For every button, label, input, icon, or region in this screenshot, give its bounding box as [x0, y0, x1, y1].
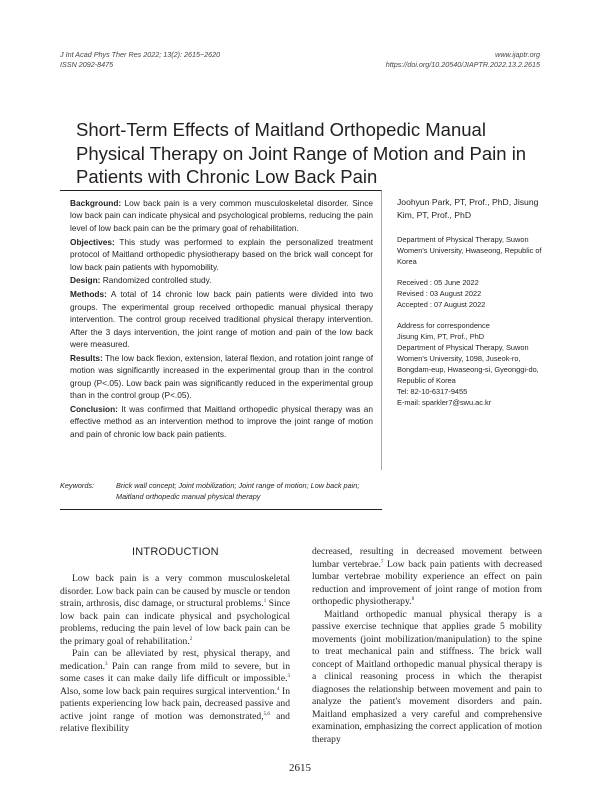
keywords-text: Brick wall concept; Joint mobilization; Joint range of motion; Low back pain; Maitland orthopedic manual physical therapy [116, 481, 360, 501]
text-run: Low back pain patients with decreased lumbar vertebrae mobility experience an effect on pain reduction and improvement of joint range of motion from orthopedic physiotherapy. [312, 558, 542, 607]
page-number: 2615 [289, 762, 311, 774]
design-text: Randomized controlled study. [102, 275, 212, 286]
accepted-date: Accepted : 07 August 2022 [397, 300, 486, 309]
citation-ref: 3 [287, 674, 290, 679]
revised-date: Revised : 03 August 2022 [397, 289, 482, 298]
text-run: Pain can range from mild to severe, but in some cases it can make daily life difficult or impossible. [60, 660, 290, 684]
article-title: Short-Term Effects of Maitland Orthopedic Manual Physical Therapy on Joint Range of Motion and Pain in Patients with Chronic Low Back Pain [76, 119, 527, 187]
body-column-right [312, 546, 542, 746]
journal-header [60, 50, 220, 70]
methods-text: A total of 14 chronic low back pain patients were divided into two groups. The experimental group received orthopedic manual physical therapy intervention. The control group received traditional physical therapy intervention. After the 3 days intervention, the joint range of motion and pain of the low back were measured. [70, 289, 373, 349]
background-label: Background: [70, 198, 122, 208]
objectives-text: This study was performed to explain the personalized treatment protocol of Maitland orthopedic physiotherapy based on the brick wall concept for low back pain patients with hypomobility. [70, 236, 373, 272]
citation-ref: 2 [189, 636, 193, 642]
citation-ref: 3 [105, 661, 108, 667]
abstract-conclusion [70, 403, 373, 440]
background-text: Low back pain is a very common musculoskeletal disorder. Since low back pain can indicate physical and psychological problems, reducing the pain level of low back pain can be the primary goal of rehabilitation. [70, 198, 373, 233]
abstract-design [70, 274, 373, 286]
intro-paragraph [312, 546, 542, 609]
citation-ref: 5,6 [263, 711, 270, 717]
journal-issn: ISSN 2092-8475 [60, 60, 114, 69]
author-list: Joohyun Park, PT, Prof., PhD, Jisung Kim, PT, Prof., PhD [397, 197, 539, 220]
abstract-objectives [70, 236, 373, 273]
citation-ref: 7 [380, 559, 384, 565]
correspondence-address: Department of Physical Therapy, Suwon Women's University, 1098, Juseok-ro, Bongdam-eup, Hwaseong-si, Gyeonggi-do, Republic of Korea [397, 343, 539, 385]
results-label: Results: [70, 352, 103, 363]
conclusion-text: It was confirmed that Maitland orthopedic physical therapy was an effective method as an intervention method to improve the joint range of motion and pain of chronic low back pain patients. [70, 404, 373, 439]
correspondence-tel: Tel: 82-10-6317-9455 [397, 387, 468, 396]
citation-ref: 8 [411, 597, 415, 602]
text-run: Also, some low back pain requires surgical intervention. [60, 685, 278, 697]
correspondence-email: E-mail: sparkler7@swu.ac.kr [397, 398, 492, 407]
journal-website: www.ijaptr.org [495, 50, 540, 59]
abstract-background [70, 197, 373, 234]
text-run: In patients experiencing low back pain, decreased passive and active joint range of motion was demonstrated, [60, 685, 291, 722]
author-affiliation: Department of Physical Therapy, Suwon Women's University, Hwaseong, Republic of Korea [397, 235, 542, 266]
text-run: Pain can be alleviated by rest, physical therapy, and medication. [60, 648, 290, 672]
correspondence-title: Address for correspondence [397, 321, 490, 330]
abstract-results [70, 352, 373, 402]
journal-citation: J Int Acad Phys Ther Res 2022; 13(2): 2615~2620 [60, 50, 221, 59]
keywords-label: Keywords: [60, 481, 95, 490]
results-text: The low back flexion, extension, lateral flexion, and rotation joint range of motion was significantly increased in the experimental group than in the control group (P<.05). Low back pain was significantly reduced in the experimental group than in the control group (P<.05). [70, 352, 373, 401]
conclusion-label: Conclusion: [70, 404, 118, 414]
text-run: Since low back pain can indicate physical and psychological problems, reducing the pain level of low back pain can be the primary goal of rehabilitation. [60, 598, 290, 647]
abstract-box [60, 190, 382, 470]
objectives-label: Objectives: [70, 236, 115, 247]
article-info [397, 196, 547, 408]
citation-ref: 4 [277, 686, 280, 692]
intro-paragraph: Maitland orthopedic manual physical therapy is a passive exercise technique that applies grade 5 mobility movements (joint mobilization/manipulation) to the spine to treat mechanical pain and stiffness. The brick wall concept of Maitland orthopedic manual physical therapy is a clinical reasoning process in which the therapist diagnoses the relationship between movement and pain to analyze the patient's movement disorders and pain. Maitland emphasized a very careful and comprehensive examination, emphasizing the correct application of motion therapy [312, 608, 542, 745]
keywords-block [60, 480, 382, 510]
intro-paragraph [60, 573, 290, 648]
text-run: and relative flexibility [60, 710, 290, 734]
intro-paragraph [60, 648, 290, 736]
body-column-left [60, 573, 290, 736]
citation-ref: 1 [263, 599, 267, 604]
abstract-methods [70, 288, 373, 350]
journal-links [386, 50, 540, 70]
design-label: Design: [70, 275, 101, 286]
article-doi: https://doi.org/10.20540/JIAPTR.2022.13.2.2615 [385, 60, 540, 69]
correspondence-name: Jisung Kim, PT, Prof., PhD [397, 332, 485, 341]
methods-label: Methods: [70, 289, 107, 300]
introduction-heading: INTRODUCTION [132, 546, 219, 558]
text-run: decreased, resulting in decreased movement between lumbar vertebrae. [312, 546, 542, 570]
text-run: Low back pain is a very common musculoskeletal disorder. Low back pain can be caused by muscle or tendon strain, arthrosis, disc damage, or structural problems. [60, 573, 290, 609]
received-date: Received : 05 June 2022 [397, 278, 479, 287]
